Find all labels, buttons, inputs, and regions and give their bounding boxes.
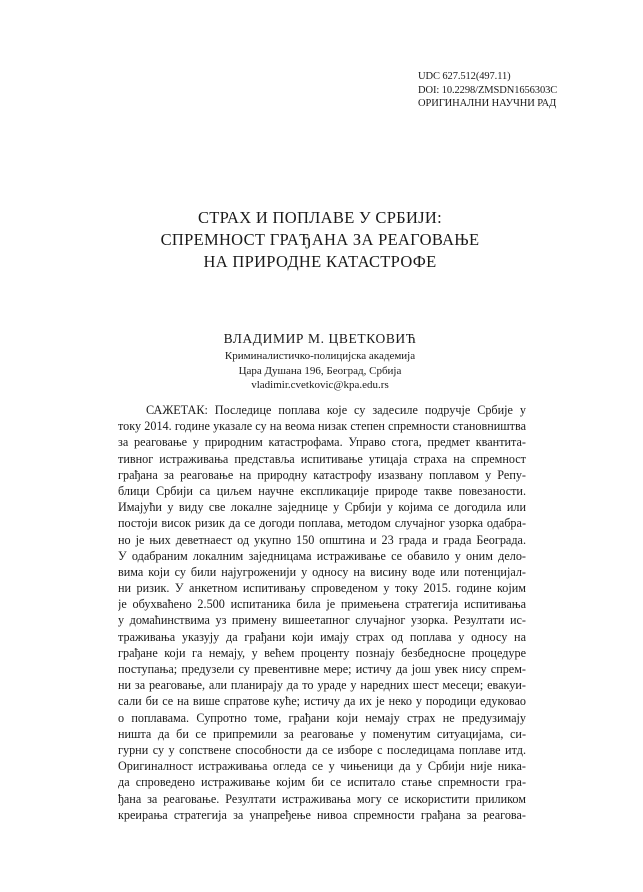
abstract-line: за реаговање у природним катастрофама. Управо стога, предмет квантита-	[118, 435, 526, 450]
abstract-line: траживања указују да грађани који имају страх од поплава у односу на	[118, 629, 526, 644]
abstract-line: грађане који га немају, у већем проценту познају безбедносне процедуре	[118, 645, 526, 660]
email: vladimir.cvetkovic@kpa.edu.rs	[251, 379, 389, 391]
abstract-line: гурни су у сопствене способности да се изборе с последицама поплаве итд.	[118, 742, 526, 757]
abstract-line: ни за реаговање, али планирају да то ураде у наредних шест месеци; евакуи-	[118, 678, 526, 693]
abstract-line: поступања; предузели су превентивне мере; истичу да још увек нису спрем-	[118, 662, 526, 676]
author-affiliation-block	[100, 349, 540, 393]
abstract-line: Оригиналност истраживања огледа се у чињеници да у Србији није ника-	[118, 759, 526, 774]
abstract-line: тивног истраживања представља испитивање утицаја страха на спремност	[118, 451, 526, 466]
abstract-line: ни ризик. У анкетном испитивању спроведеном у току 2015. године којим	[118, 581, 526, 596]
abstract-line: вима који су били најугроженији у односу на висину воде или потенцијал-	[118, 564, 526, 579]
affiliation: Криминалистичко-полицијска академија	[224, 350, 416, 362]
abstract-line: У одабраним локалним заједницама истраживање се обавило у оним дело-	[118, 548, 526, 563]
abstract-line: у домаћинствима уз примену вишеетапног случајног узорка. Резултати ис-	[118, 613, 526, 628]
title-line: СТРАХ И ПОПЛАВЕ У СРБИЈИ:	[197, 208, 442, 227]
abstract-line: САЖЕТАК: Последице поплава које су задесиле подручје Србије у	[146, 403, 526, 417]
udc-code: UDC 627.512(497.11)	[418, 71, 511, 82]
article-title	[100, 207, 540, 273]
abstract-line: сали би се на више спратове куће; истичу да их је неко у породици едуковао	[118, 694, 526, 709]
abstract-line: ђана за реаговање. Резултати истраживања могу се искористити приликом	[118, 791, 526, 806]
abstract-line: креирања стратегија за унапређење нивоа спремности грађана за реагова-	[118, 807, 526, 822]
abstract-line: ништа да би се припремили за реаговање у поменутим ситуацијама, си-	[118, 726, 526, 741]
address: Цара Душана 196, Београд, Србија	[238, 364, 402, 377]
article-metadata	[418, 70, 557, 111]
abstract-line: но је њих деветнаест од укупно 150 општина и 23 града и града Београда.	[118, 532, 526, 547]
doi: DOI: 10.2298/ZMSDN1656303C	[418, 84, 558, 96]
abstract-line: да спроведено истраживање којим би се испитало стање спремности гра-	[118, 775, 526, 790]
abstract-line: је обухваћено 2.500 испитаника била је примењена стратегија испитивања	[118, 597, 526, 612]
abstract-line: Имајући у виду све локалне заједнице у Србији у којима се догодила или	[118, 500, 526, 515]
abstract-line: постоји висок ризик да се догоди поплава, методом случајног узорка одабра-	[118, 516, 526, 531]
title-line: СПРЕМНОСТ ГРАЂАНА ЗА РЕАГОВАЊЕ	[160, 230, 480, 249]
abstract-line: о поплавама. Супротно томе, грађани који немају страх не предузимају	[118, 710, 526, 725]
abstract-line: грађана за реаговање на природну катастрофу изазвану поплавом у Репу-	[118, 467, 526, 482]
abstract-body	[118, 402, 526, 823]
article-type: ОРИГИНАЛНИ НАУЧНИ РАД	[418, 98, 557, 109]
author-name: ВЛАДИМИР М. ЦВЕТКОВИЋ	[223, 331, 417, 346]
abstract-line: току 2014. године указале су на веома низак степен спремности становништва	[118, 419, 526, 434]
abstract-line: блици Србији са циљем научне експликације природе такве повезаности.	[118, 483, 526, 498]
title-line: НА ПРИРОДНЕ КАТАСТРОФЕ	[203, 252, 437, 271]
